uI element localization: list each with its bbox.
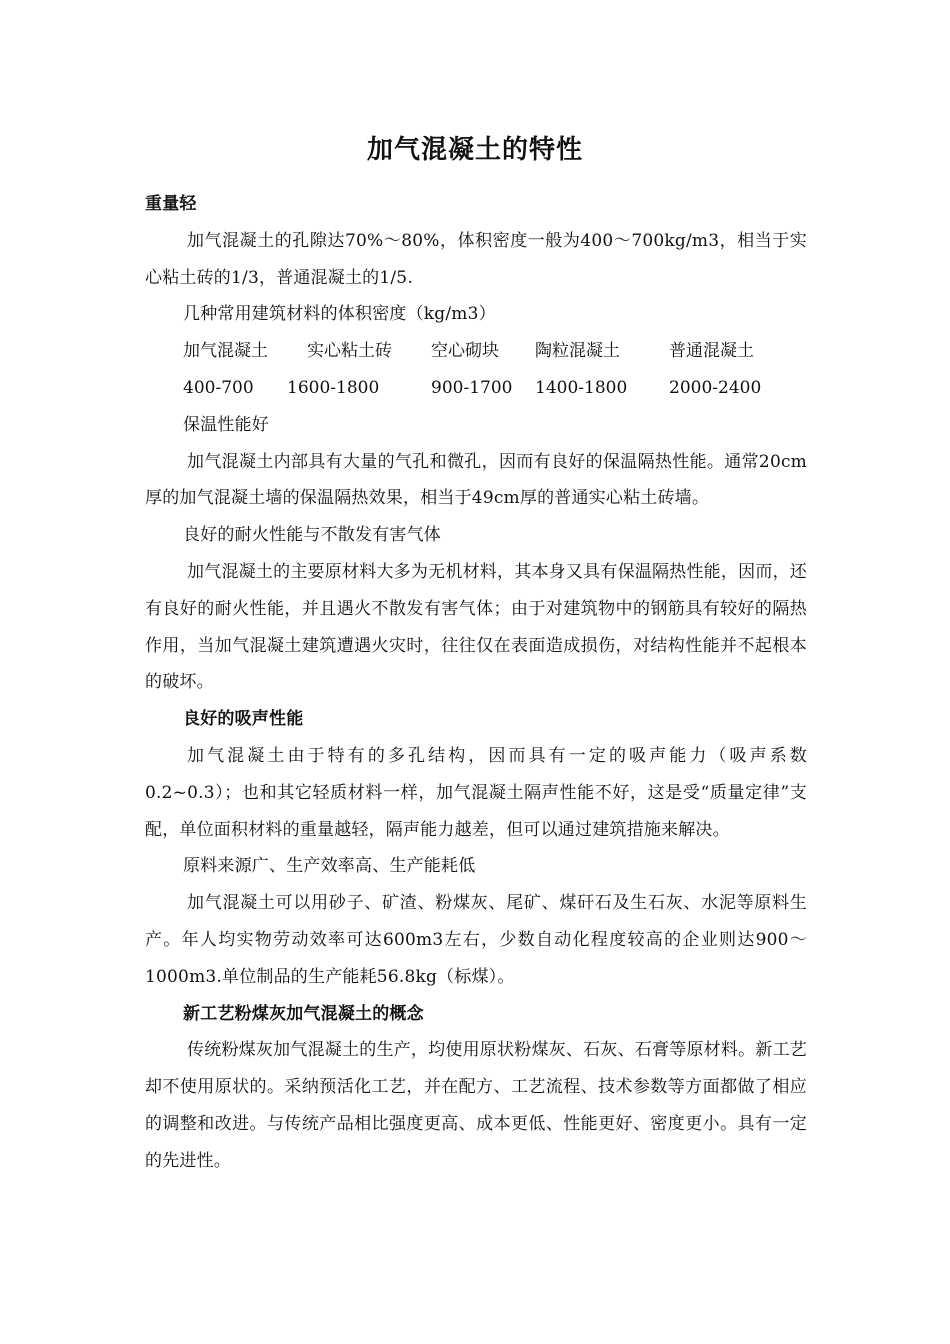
density-table-caption: 几种常用建筑材料的体积密度（kg/m3）	[183, 304, 496, 325]
density-table-value-cell: 2000-2400	[669, 377, 762, 398]
section-heading-new-process: 新工艺粉煤灰加气混凝土的概念	[183, 1003, 424, 1024]
density-table-header-cell: 空心砌块	[431, 341, 499, 362]
section-heading-insulation: 保温性能好	[183, 414, 269, 435]
density-table-value-row	[145, 370, 807, 407]
density-table-value-cell: 1400-1800	[535, 377, 628, 398]
density-table-value-cell: 400-700	[183, 377, 254, 398]
section-heading-fire-resistance: 良好的耐火性能与不散发有害气体	[183, 525, 441, 546]
paragraph-raw-materials: 加气混凝土可以用砂子、矿渣、粉煤灰、尾矿、煤矸石及生石灰、水泥等原料生产。年人均实物劳动效率可达600m3左右，少数自动化程度较高的企业则达900～1000m3.单位制品的生产能耗56.8kg（标煤）。	[145, 893, 807, 987]
density-table-value-cell: 900-1700	[431, 377, 513, 398]
density-table-value-cell: 1600-1800	[287, 377, 380, 398]
paragraph-new-process: 传统粉煤灰加气混凝土的生产，均使用原状粉煤灰、石灰、石膏等原材料。新工艺却不使用原状的。采纳预活化工艺，并在配方、工艺流程、技术参数等方面都做了相应的调整和改进。与传统产品相比强度更高、成本更低、性能更好、密度更小。具有一定的先进性。	[145, 1040, 807, 1171]
document-title: 加气混凝土的特性	[366, 135, 583, 165]
density-table-header-cell: 加气混凝土	[183, 341, 268, 362]
paragraph-sound-absorption: 加气混凝土由于特有的多孔结构，因而具有一定的吸声能力（吸声系数0.2~0.3）；也和其它轻质材料一样，加气混凝土隔声性能不好，这是受“质量定律”支配，单位面积材料的重量越轻，隔声能力越差，但可以通过建筑措施来解决。	[145, 745, 807, 840]
paragraph-insulation: 加气混凝土内部具有大量的气孔和微孔，因而有良好的保温隔热性能。通常20cm厚的加气混凝土墙的保温隔热效果，相当于49cm厚的普通实心粘土砖墙。	[145, 451, 807, 509]
density-table-header-cell: 普通混凝土	[669, 341, 754, 362]
density-table-header-row	[145, 333, 807, 370]
density-table-header-cell: 实心粘土砖	[307, 341, 392, 362]
section-heading-raw-materials: 原料来源广、生产效率高、生产能耗低	[183, 856, 476, 877]
paragraph-fire-resistance: 加气混凝土的主要原材料大多为无机材料，其本身又具有保温隔热性能，因而，还有良好的耐火性能，并且遇火不散发有害气体；由于对建筑物中的钢筋具有较好的隔热作用，当加气混凝土建筑遭遇火灾时，往往仅在表面造成损伤，对结构性能并不起根本的破坏。	[145, 561, 807, 693]
section-heading-sound-absorption: 良好的吸声性能	[183, 709, 304, 730]
density-table-header-cell: 陶粒混凝土	[535, 341, 620, 362]
section-heading-light-weight: 重量轻	[145, 194, 197, 214]
document-body	[145, 186, 807, 1180]
paragraph-light-weight: 加气混凝土的孔隙达70%～80%，体积密度一般为400～700kg/m3，相当于实心粘土砖的1/3，普通混凝土的1/5.	[145, 230, 807, 288]
